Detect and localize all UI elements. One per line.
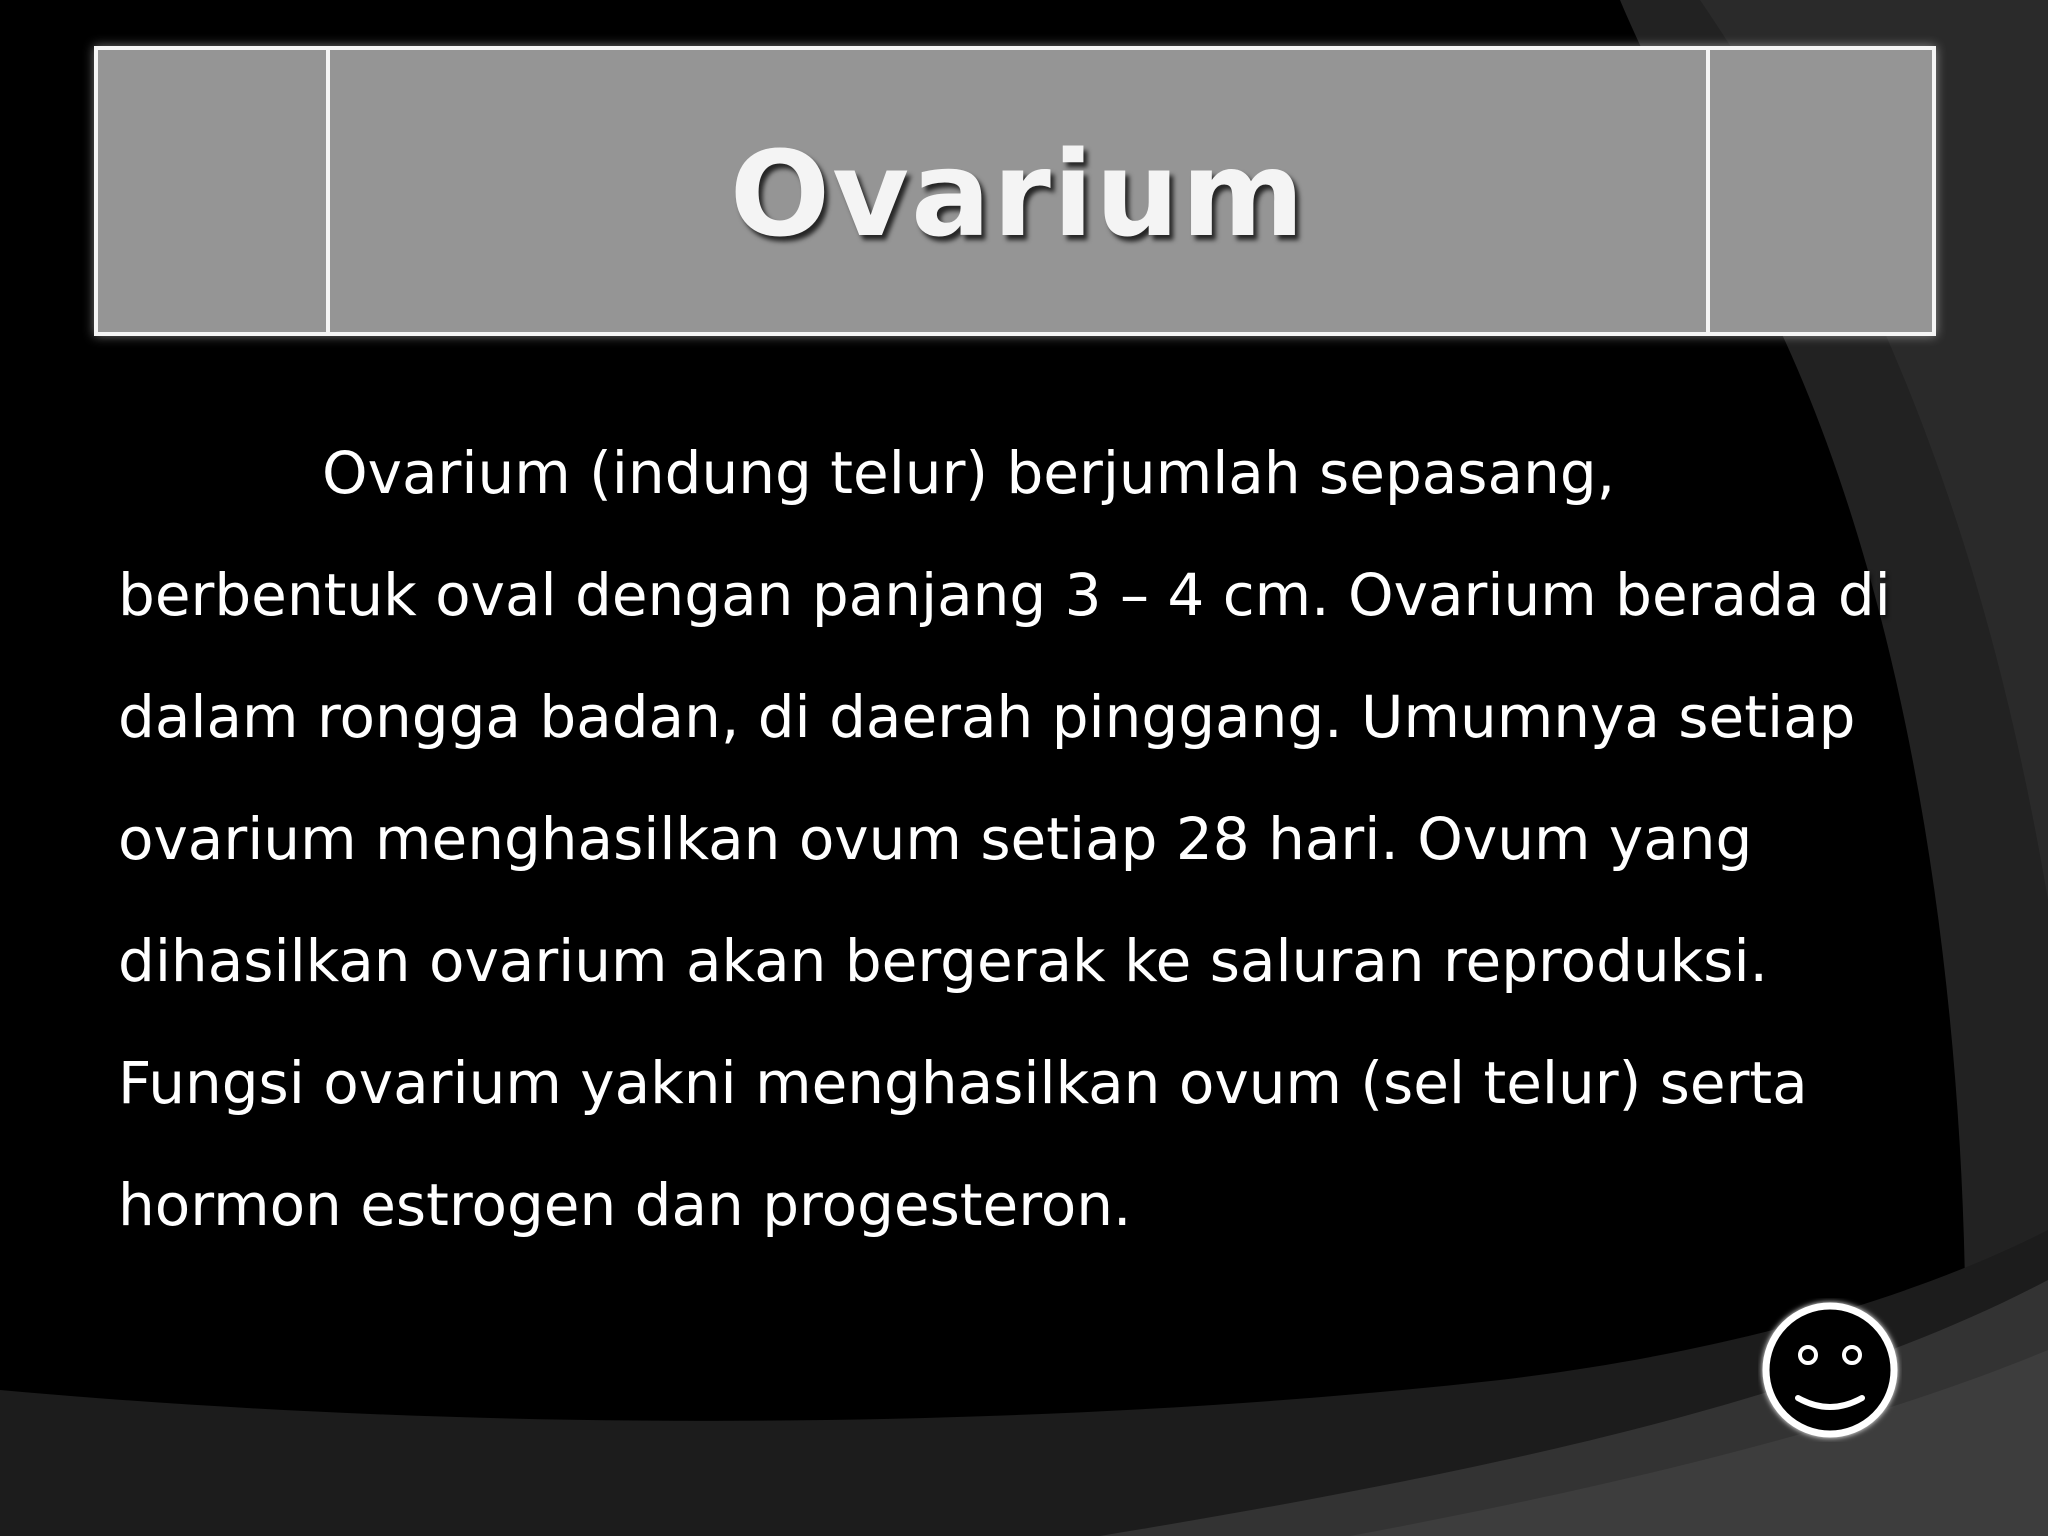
- smiley-face-icon: [1758, 1298, 1902, 1442]
- paragraph-description: Ovarium (indung telur) berjumlah sepasang, berbentuk oval dengan panjang 3 – 4 cm. Ovarium berada di dalam rongga badan, di daerah pinggang. Umumnya setiap ovarium menghasilkan ovum setiap 28 hari. Ovum yang dihasilkan ovarium akan bergerak ke saluran reproduksi.: [118, 439, 1891, 995]
- title-divider-right: [1706, 50, 1710, 332]
- paragraph-function: Fungsi ovarium yakni menghasilkan ovum (sel telur) serta hormon estrogen dan progesteron.: [118, 1049, 1808, 1239]
- slide-title: Ovarium: [729, 125, 1307, 263]
- body-content: [118, 412, 1918, 1266]
- title-banner: [94, 46, 1936, 336]
